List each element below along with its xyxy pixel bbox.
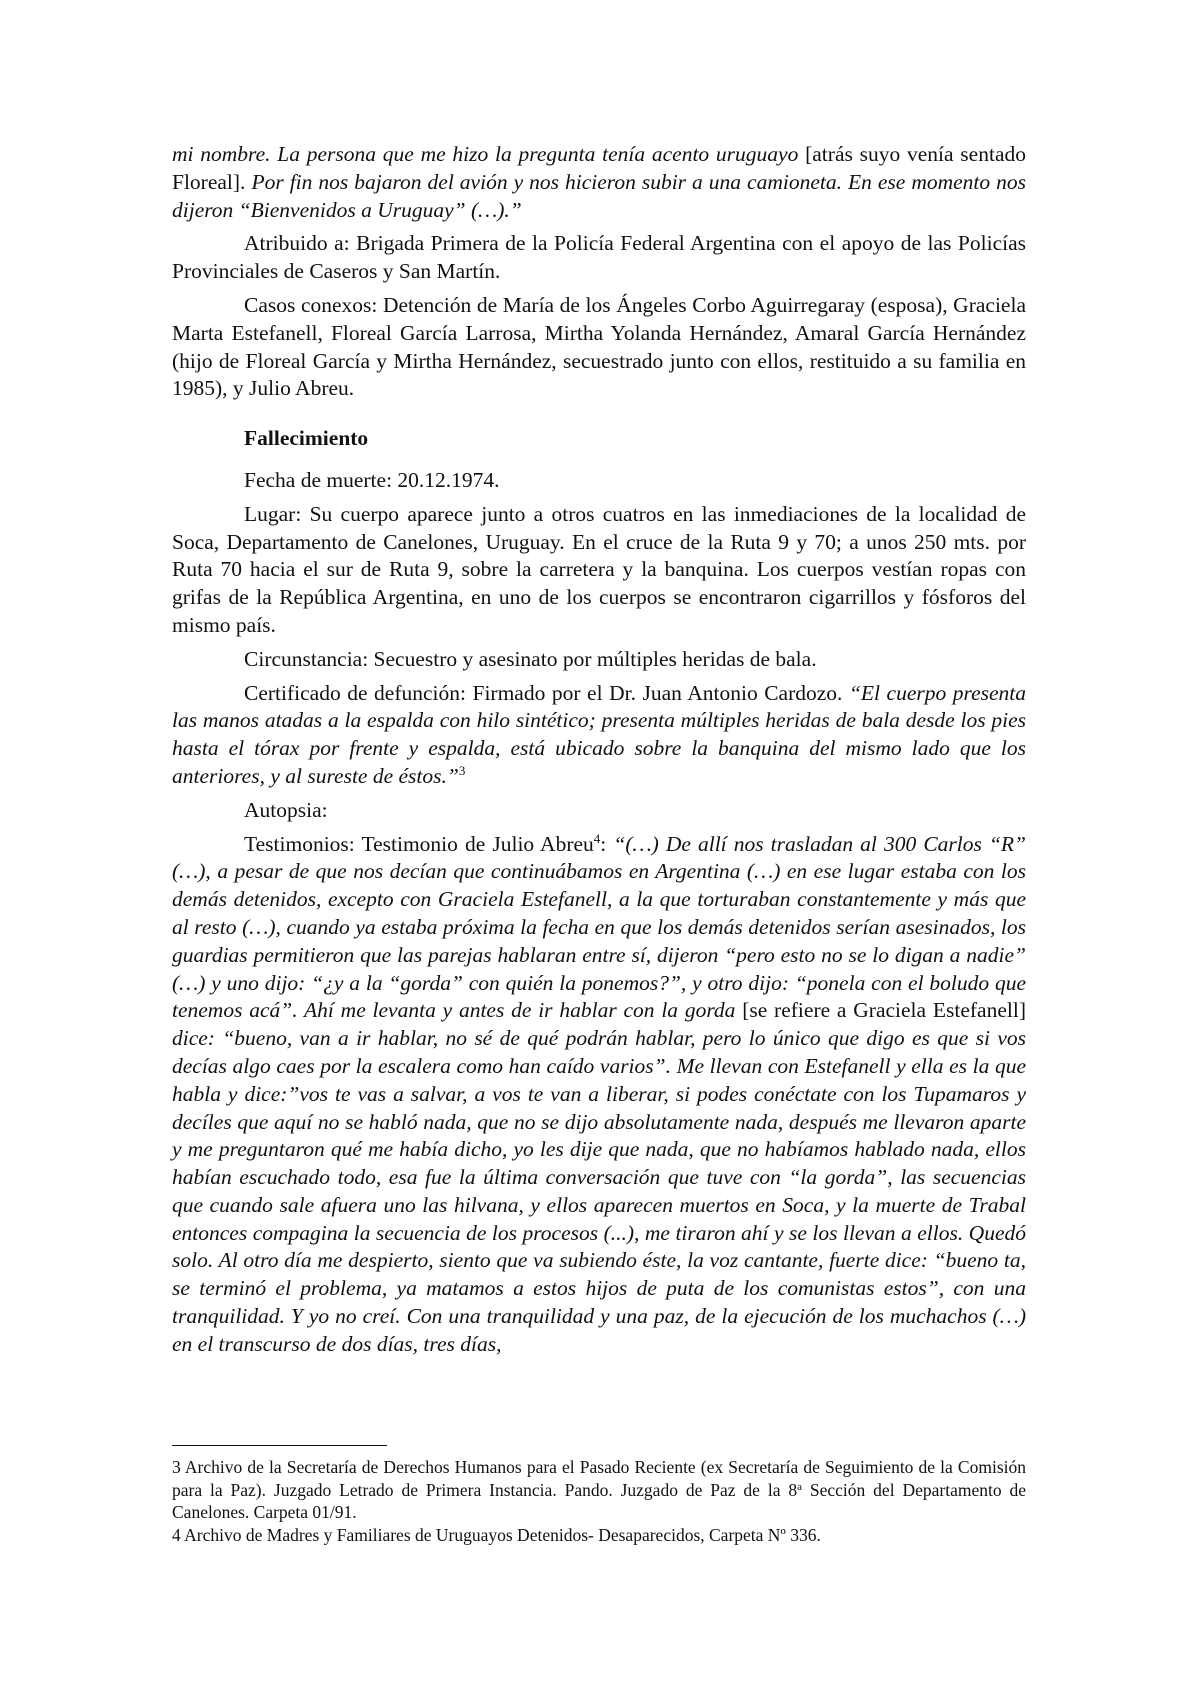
editorial-note: [se refiere a Graciela Estefanell]	[735, 998, 1026, 1023]
footnotes	[172, 1445, 1026, 1546]
paragraph-death-date: Fecha de muerte: 20.12.1974.	[244, 467, 500, 492]
footnote-ref-3: 3	[458, 762, 466, 778]
testimony-intro: Testimonios: Testimonio de Julio Abreu	[244, 831, 594, 856]
footnote-3	[172, 1456, 1026, 1524]
paragraph-autopsy: Autopsia:	[244, 797, 328, 822]
paragraph-place: Lugar: Su cuerpo aparece junto a otros cuatros en las inmediaciones de la localidad de Soca, Departamento de Canelones, Uruguay. En el cruce de la Ruta 9 y 70; a unos 250 mts. por Ruta 70 hacia el sur de Ruta 9, sobre la carretera y la banquina. Los cuerpos vestían ropas con grifas de la República Argentina, en uno de los cuerpos se encontraron cigarrillos y fósforos del mismo país.	[172, 501, 1026, 637]
section-heading: Fallecimiento	[244, 426, 369, 451]
paragraph-testimonies	[172, 831, 1026, 1359]
editorial-note: [atrás suyo venía sentado Floreal].	[172, 142, 1026, 194]
testimony-quote-part1: “(…) De allí nos trasladan al 300 Carlos “R” (…), a pesar de que nos decían que continuábamos en Argentina (…) en ese lugar estaba con los demás detenidos, excepto con Graciela Estefanell, a la que torturaban constantemente y más que al resto (…), cuando ya estaba próxima la fecha en que los demás detenidos serían asesinados, los guardias permitieron que las parejas hablaran entre sí, dijeron “pero esto no se lo digan a nadie” (…) y uno dijo: “¿y a la “gorda” con quién la ponemos?”, y otro dijo: “ponela con el boludo que tenemos acá”. Ahí me levanta y antes de ir hablar con la gorda	[172, 831, 1026, 1023]
footnote-separator	[172, 1445, 387, 1446]
certificate-quote: “El cuerpo presenta las manos atadas a la espalda con hilo sintético; presenta múltiples heridas de bala desde los pies hasta el tórax por frente y espalda, está ubicado sobre la banquina del mismo lado que los anteriores, y al sureste de éstos.”	[172, 680, 1027, 788]
paragraph-testimony-continuation	[172, 141, 1026, 224]
italic-quote: mi nombre. La persona que me hizo la pregunta tenía acento uruguayo	[172, 142, 799, 166]
paragraph-death-certificate	[172, 680, 1026, 791]
footnote-ref-4: 4	[593, 830, 601, 846]
certificate-intro: Certificado de defunción: Firmado por el Dr. Juan Antonio Cardozo.	[244, 680, 849, 705]
footnote-4: 4 Archivo de Madres y Familiares de Uruguayos Detenidos- Desaparecidos, Carpeta Nº 336.	[172, 1524, 821, 1545]
document-body	[172, 141, 1026, 1365]
footnote-3-text: 3 Archivo de la Secretaría de Derechos Humanos para el Pasado Reciente (ex Secretaría de Seguimiento de la Comisión para la Paz). Juzgado Letrado de Primera Instancia. Pando. Juzgado de Paz de la 8	[172, 1457, 1026, 1500]
footnote-3-text-end: Sección del Departamento de Canelones. Carpeta 01/91.	[172, 1479, 1026, 1522]
testimony-colon: :	[600, 831, 614, 856]
paragraph-related-cases: Casos conexos: Detención de María de los Ángeles Corbo Aguirregaray (esposa), Graciela Marta Estefanell, Floreal García Larrosa, Mirtha Yolanda Hernández, Amaral García Hernández (hijo de Floreal García y Mirtha Hernández, secuestrado junto con ellos, restituido a su familia en 1985), y Julio Abreu.	[172, 292, 1026, 401]
paragraph-attributed: Atribuido a: Brigada Primera de la Policía Federal Argentina con el apoyo de las Policías Provinciales de Caseros y San Martín.	[172, 231, 1026, 284]
testimony-quote-part2: dice: “bueno, van a ir hablar, no sé de qué podrán hablar, pero lo único que digo es que si vos decías algo caes por la escalera como han caído varios”. Me llevan con Estefanell y ella es la que habla y dice:”vos te vas a salvar, a vos te van a liberar, si podes conéctate con los Tupamaros y decíles que aquí no se habló nada, que no se dijo absolutamente nada, después me llevaron aparte y me preguntaron qué me había dicho, yo les dije que nada, que no habíamos hablado nada, ellos habían escuchado todo, esa fue la última conversación que tuve con “la gorda”, las secuencias que cuando sale afuera uno las hilvana, y ellos aparecen muertos en Soca, y la muerte de Trabal entonces compagina la secuencia de los procesos (...), me tiraron ahí y se los llevan a ellos. Quedó solo. Al otro día me despierto, siento que va subiendo éste, la voz cantante, fuerte dice: “bueno ta, se terminó el problema, ya matamos a estos hijos de puta de los comunistas estos”, con una tranquilidad. Y yo no creí. Con una tranquilidad y una paz, de la ejecución de los muchachos (…) en el transcurso de dos días, tres días,	[172, 1026, 1026, 1356]
paragraph-circumstance: Circunstancia: Secuestro y asesinato por múltiples heridas de bala.	[244, 646, 817, 671]
footnote-3-superscript: a	[797, 1480, 802, 1493]
italic-quote: Por fin nos bajaron del avión y nos hicieron subir a una camioneta. En ese momento nos dijeron “Bienvenidos a Uruguay” (…).”	[172, 169, 1026, 222]
